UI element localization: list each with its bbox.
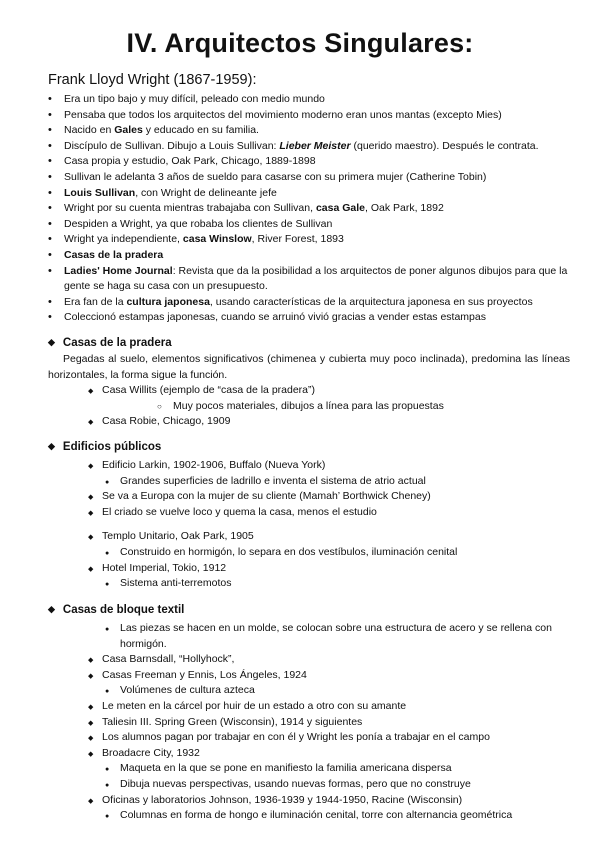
bio-list-item xyxy=(48,232,578,248)
list-item: ◆ Oficinas y laboratorios Johnson, 1936-1939 y 1944-1950, Racine (Wisconsin) xyxy=(102,793,578,809)
sub-list-item: ● Construido en hormigón, lo separa en dos vestíbulos, iluminación cenital xyxy=(120,545,578,561)
bio-text-run: Despiden a Wright, ya que robaba los clientes de Sullivan xyxy=(64,217,333,230)
list-item: ◆ Casas Freeman y Ennis, Los Ángeles, 1924 xyxy=(102,668,578,684)
bio-text-run: , Oak Park, 1892 xyxy=(365,202,444,215)
textil-list xyxy=(48,621,578,824)
sub-list-item: ● Sistema anti-terremotos xyxy=(120,576,578,592)
bio-text-run: (querido maestro). Después le contrata. xyxy=(350,139,539,152)
bio-text-run: y educado en su familia. xyxy=(142,124,259,137)
list-item: ◆ El criado se vuelve loco y quema la casa, menos el estudio xyxy=(102,505,578,521)
bio-list-item xyxy=(48,264,578,295)
list-item: ◆ Hotel Imperial, Tokio, 1912 xyxy=(102,561,578,577)
bio-text-run: , River Forest, 1893 xyxy=(251,233,344,246)
section-heading-publicos: ◆ Edificios públicos xyxy=(48,441,162,453)
bio-text-run: , con Wright de delineante jefe xyxy=(135,186,277,199)
bio-text-run: Louis Sullivan xyxy=(64,186,136,199)
diamond-bullet-icon: ◆ xyxy=(48,604,55,614)
bio-text-run: Wright por su cuenta mientras trabajaba con Sullivan, xyxy=(64,202,316,215)
bio-text-run: Nacido en xyxy=(64,124,115,137)
list-spacer xyxy=(48,520,578,529)
bio-text-run: Casas de la pradera xyxy=(64,248,164,261)
bio-text-run: , usando características de la arquitectura japonesa en sus proyectos xyxy=(209,295,533,308)
bio-text-run: Gales xyxy=(114,124,143,137)
diamond-bullet-icon: ◆ xyxy=(48,441,55,451)
bio-text-run: Discípulo de Sullivan. Dibujo a Louis Sullivan: xyxy=(64,139,280,152)
sub-list-item: ● Maqueta en la que se pone en manifiesto la familia americana dispersa xyxy=(120,761,578,777)
pradera-list xyxy=(48,383,578,430)
sub-list-item: ● Grandes superficies de ladrillo e inventa el sistema de atrio actual xyxy=(120,474,578,490)
publicos-list xyxy=(48,458,578,592)
bio-list-item xyxy=(48,92,578,108)
list-item: ◆ Broadacre City, 1932 xyxy=(102,746,578,762)
biography-list xyxy=(48,92,578,326)
list-item: ◆ Le meten en la cárcel por huir de un estado a otro con su amante xyxy=(102,699,578,715)
list-item: ◆ Taliesin III. Spring Green (Wisconsin), 1914 y siguientes xyxy=(102,715,578,731)
sub-list-item: ● Columnas en forma de hongo e iluminación cenital, torre con alternancia geométrica xyxy=(120,808,578,824)
list-item: ◆ Casa Barnsdall, “Hollyhock”, xyxy=(102,652,578,668)
bio-text-run: Coleccionó estampas japonesas, cuando se arruinó vivió gracias a vender estas estampas xyxy=(64,311,486,324)
list-item: ◆ Casa Robie, Chicago, 1909 xyxy=(102,414,578,430)
bio-list-item xyxy=(48,201,578,217)
bio-text-run: casa Winslow xyxy=(182,233,252,246)
sub-list-item: ● Las piezas se hacen en un molde, se colocan sobre una estructura de acero y se rellena con hormigón. xyxy=(120,621,578,652)
pradera-paragraph: Pegadas al suelo, elementos significativos (chimenea y cubierta muy poco inclinada), predomina las líneas horizontales, la forma sigue la función. xyxy=(48,353,570,381)
sub-list-item: ○ Muy pocos materiales, dibujos a línea para las propuestas xyxy=(173,399,578,415)
bio-text-run: Wright ya independiente, xyxy=(64,233,183,246)
list-item: ◆ Se va a Europa con la mujer de su cliente (Mamah’ Borthwick Cheney) xyxy=(102,489,578,505)
bio-text-run: Pensaba que todos los arquitectos del movimiento moderno eran unos mantas (excepto Mies) xyxy=(64,108,502,121)
bio-text-run: Casa propia y estudio, Oak Park, Chicago, 1889-1898 xyxy=(64,155,316,168)
list-item: ◆ Templo Unitario, Oak Park, 1905 xyxy=(102,529,578,545)
bio-text-run: Lieber Meister xyxy=(279,139,351,152)
bio-list-item xyxy=(48,295,578,311)
page-subtitle: Frank Lloyd Wright (1867-1959): xyxy=(48,72,257,88)
sub-list-item: ● Dibuja nuevas perspectivas, usando nuevas formas, pero que no construye xyxy=(120,777,578,793)
bio-list-item xyxy=(48,139,578,155)
bio-text-run: : Revista que da la posibilidad a los arquitectos de poner algunos dibujos para que la gente se haga su casa con un presupuesto. xyxy=(64,264,568,293)
list-item: ◆ Casa Willits (ejemplo de “casa de la pradera”) xyxy=(102,383,578,399)
section-heading-textil: ◆ Casas de bloque textil xyxy=(48,604,185,616)
page-title: IV. Arquitectos Singulares: xyxy=(126,28,474,58)
bio-text-run: Era fan de la xyxy=(64,295,127,308)
bio-text-run: Sullivan le adelanta 3 años de sueldo para casarse con su primera mujer (Catherine Tobin) xyxy=(64,170,487,183)
section-heading-pradera: ◆ Casas de la pradera xyxy=(48,337,172,349)
bio-text-run: cultura japonesa xyxy=(126,295,210,308)
list-item: ◆ Los alumnos pagan por trabajar en con él y Wright les ponía a trabajar en el campo xyxy=(102,730,578,746)
bio-text-run: casa Gale xyxy=(315,202,365,215)
bio-list-item xyxy=(48,186,578,202)
bio-list-item xyxy=(48,310,578,326)
diamond-bullet-icon: ◆ xyxy=(48,337,55,347)
bio-list-item xyxy=(48,154,578,170)
list-item: ◆ Edificio Larkin, 1902-1906, Buffalo (Nueva York) xyxy=(102,458,578,474)
bio-list-item xyxy=(48,108,578,124)
bio-text-run: Ladies' Home Journal xyxy=(64,264,173,277)
bio-list-item xyxy=(48,123,578,139)
bio-list-item xyxy=(48,248,578,264)
sub-list-item: ● Volúmenes de cultura azteca xyxy=(120,683,578,699)
bio-text-run: Era un tipo bajo y muy difícil, peleado con medio mundo xyxy=(64,93,325,105)
bio-list-item xyxy=(48,217,578,233)
bio-list-item xyxy=(48,170,578,186)
